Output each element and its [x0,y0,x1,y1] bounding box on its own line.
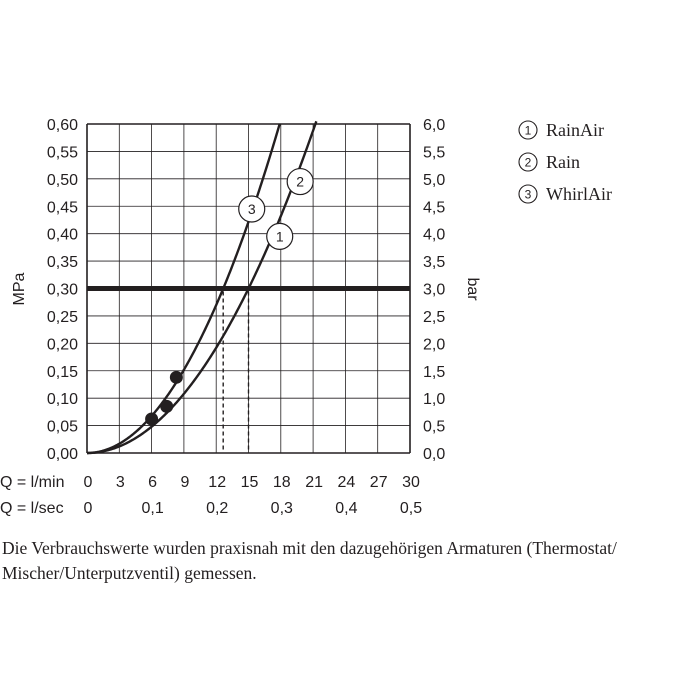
x-lmin-tick-label: 0 [83,474,93,491]
y-right-tick-label: 5,5 [423,144,446,162]
y-right-tick-label: 6,0 [423,117,446,134]
caption-text: Die Verbrauchswerte wurden praxisnah mit den dazugehörigen Armaturen (Thermostat/ Mischer/Unterputzventil) gemessen. [2,538,617,583]
curve-label-number-3: 3 [247,200,256,217]
y-left-tick-label: 0,05 [46,418,78,436]
x-lsec-tick-label: 0 [83,500,93,517]
legend-label-whirlair: WhirlAir [546,184,612,204]
y-right-tick-label: 1,0 [423,391,446,409]
y-right-tick-label: 3,0 [423,281,446,299]
legend-label-rainair: RainAir [546,120,604,140]
x-axis-lmin-title: Q = l/min [0,474,65,491]
curve-label-number-2: 2 [296,173,305,190]
y-left-tick-label: 0,30 [46,281,78,299]
y-right-tick-label: 0,5 [423,418,446,436]
x-axis-lsec-ticks [84,500,423,517]
y-right-tick-label: 4,0 [423,226,446,244]
x-lsec-tick-label: 0,1 [141,500,164,517]
data-point-marker [170,371,183,384]
y-axis-right-ticks [423,117,445,463]
curve-label-number-1: 1 [275,228,284,245]
y-axis-right-title: bar [464,277,481,301]
y-left-tick-label: 0,20 [46,336,78,354]
y-left-tick-label: 0,40 [46,226,78,244]
curve-labels [239,169,313,250]
x-lmin-tick-label: 27 [369,474,388,491]
y-left-tick-label: 0,35 [46,254,78,272]
x-axis-lmin-ticks [84,474,420,491]
x-lmin-tick-label: 12 [208,474,227,491]
y-left-tick-label: 0,45 [46,199,78,217]
x-lmin-tick-label: 3 [115,474,125,491]
legend-number-3: 3 [524,187,532,202]
y-axis-left-title: MPa [11,272,28,306]
y-right-tick-label: 4,5 [423,199,446,217]
x-lmin-tick-label: 15 [240,474,259,491]
y-right-tick-label: 0,0 [423,446,446,463]
y-left-tick-label: 0,15 [46,363,78,381]
legend-number-1: 1 [524,123,532,138]
y-left-tick-label: 0,00 [46,446,78,463]
x-lsec-tick-label: 0,3 [270,500,293,517]
legend-number-2: 2 [524,155,532,170]
legend [519,120,612,204]
data-point-marker [160,400,173,413]
y-left-tick-label: 0,10 [46,391,78,409]
y-left-tick-label: 0,60 [46,117,78,134]
x-lmin-tick-label: 9 [180,474,190,491]
y-left-tick-label: 0,50 [46,171,78,189]
x-lmin-tick-label: 30 [402,474,420,491]
x-lmin-tick-label: 21 [305,474,323,491]
x-lsec-tick-label: 0,5 [399,500,423,517]
legend-label-rain: Rain [546,152,580,172]
x-axis-lsec-title: Q = l/sec [0,500,64,517]
x-lmin-tick-label: 18 [272,474,291,491]
y-left-tick-label: 0,25 [46,308,78,326]
y-right-tick-label: 1,5 [423,363,446,381]
y-right-tick-label: 5,0 [423,171,446,189]
data-point-marker [145,413,158,426]
y-right-tick-label: 2,0 [423,336,446,354]
x-lsec-tick-label: 0,2 [206,500,229,517]
y-right-tick-label: 2,5 [423,308,446,326]
x-lsec-tick-label: 0,4 [335,500,358,517]
x-lmin-tick-label: 6 [148,474,158,491]
x-lmin-tick-label: 24 [337,474,356,491]
y-left-tick-label: 0,55 [46,144,78,162]
y-right-tick-label: 3,5 [423,254,446,272]
y-axis-left-ticks [47,117,78,463]
